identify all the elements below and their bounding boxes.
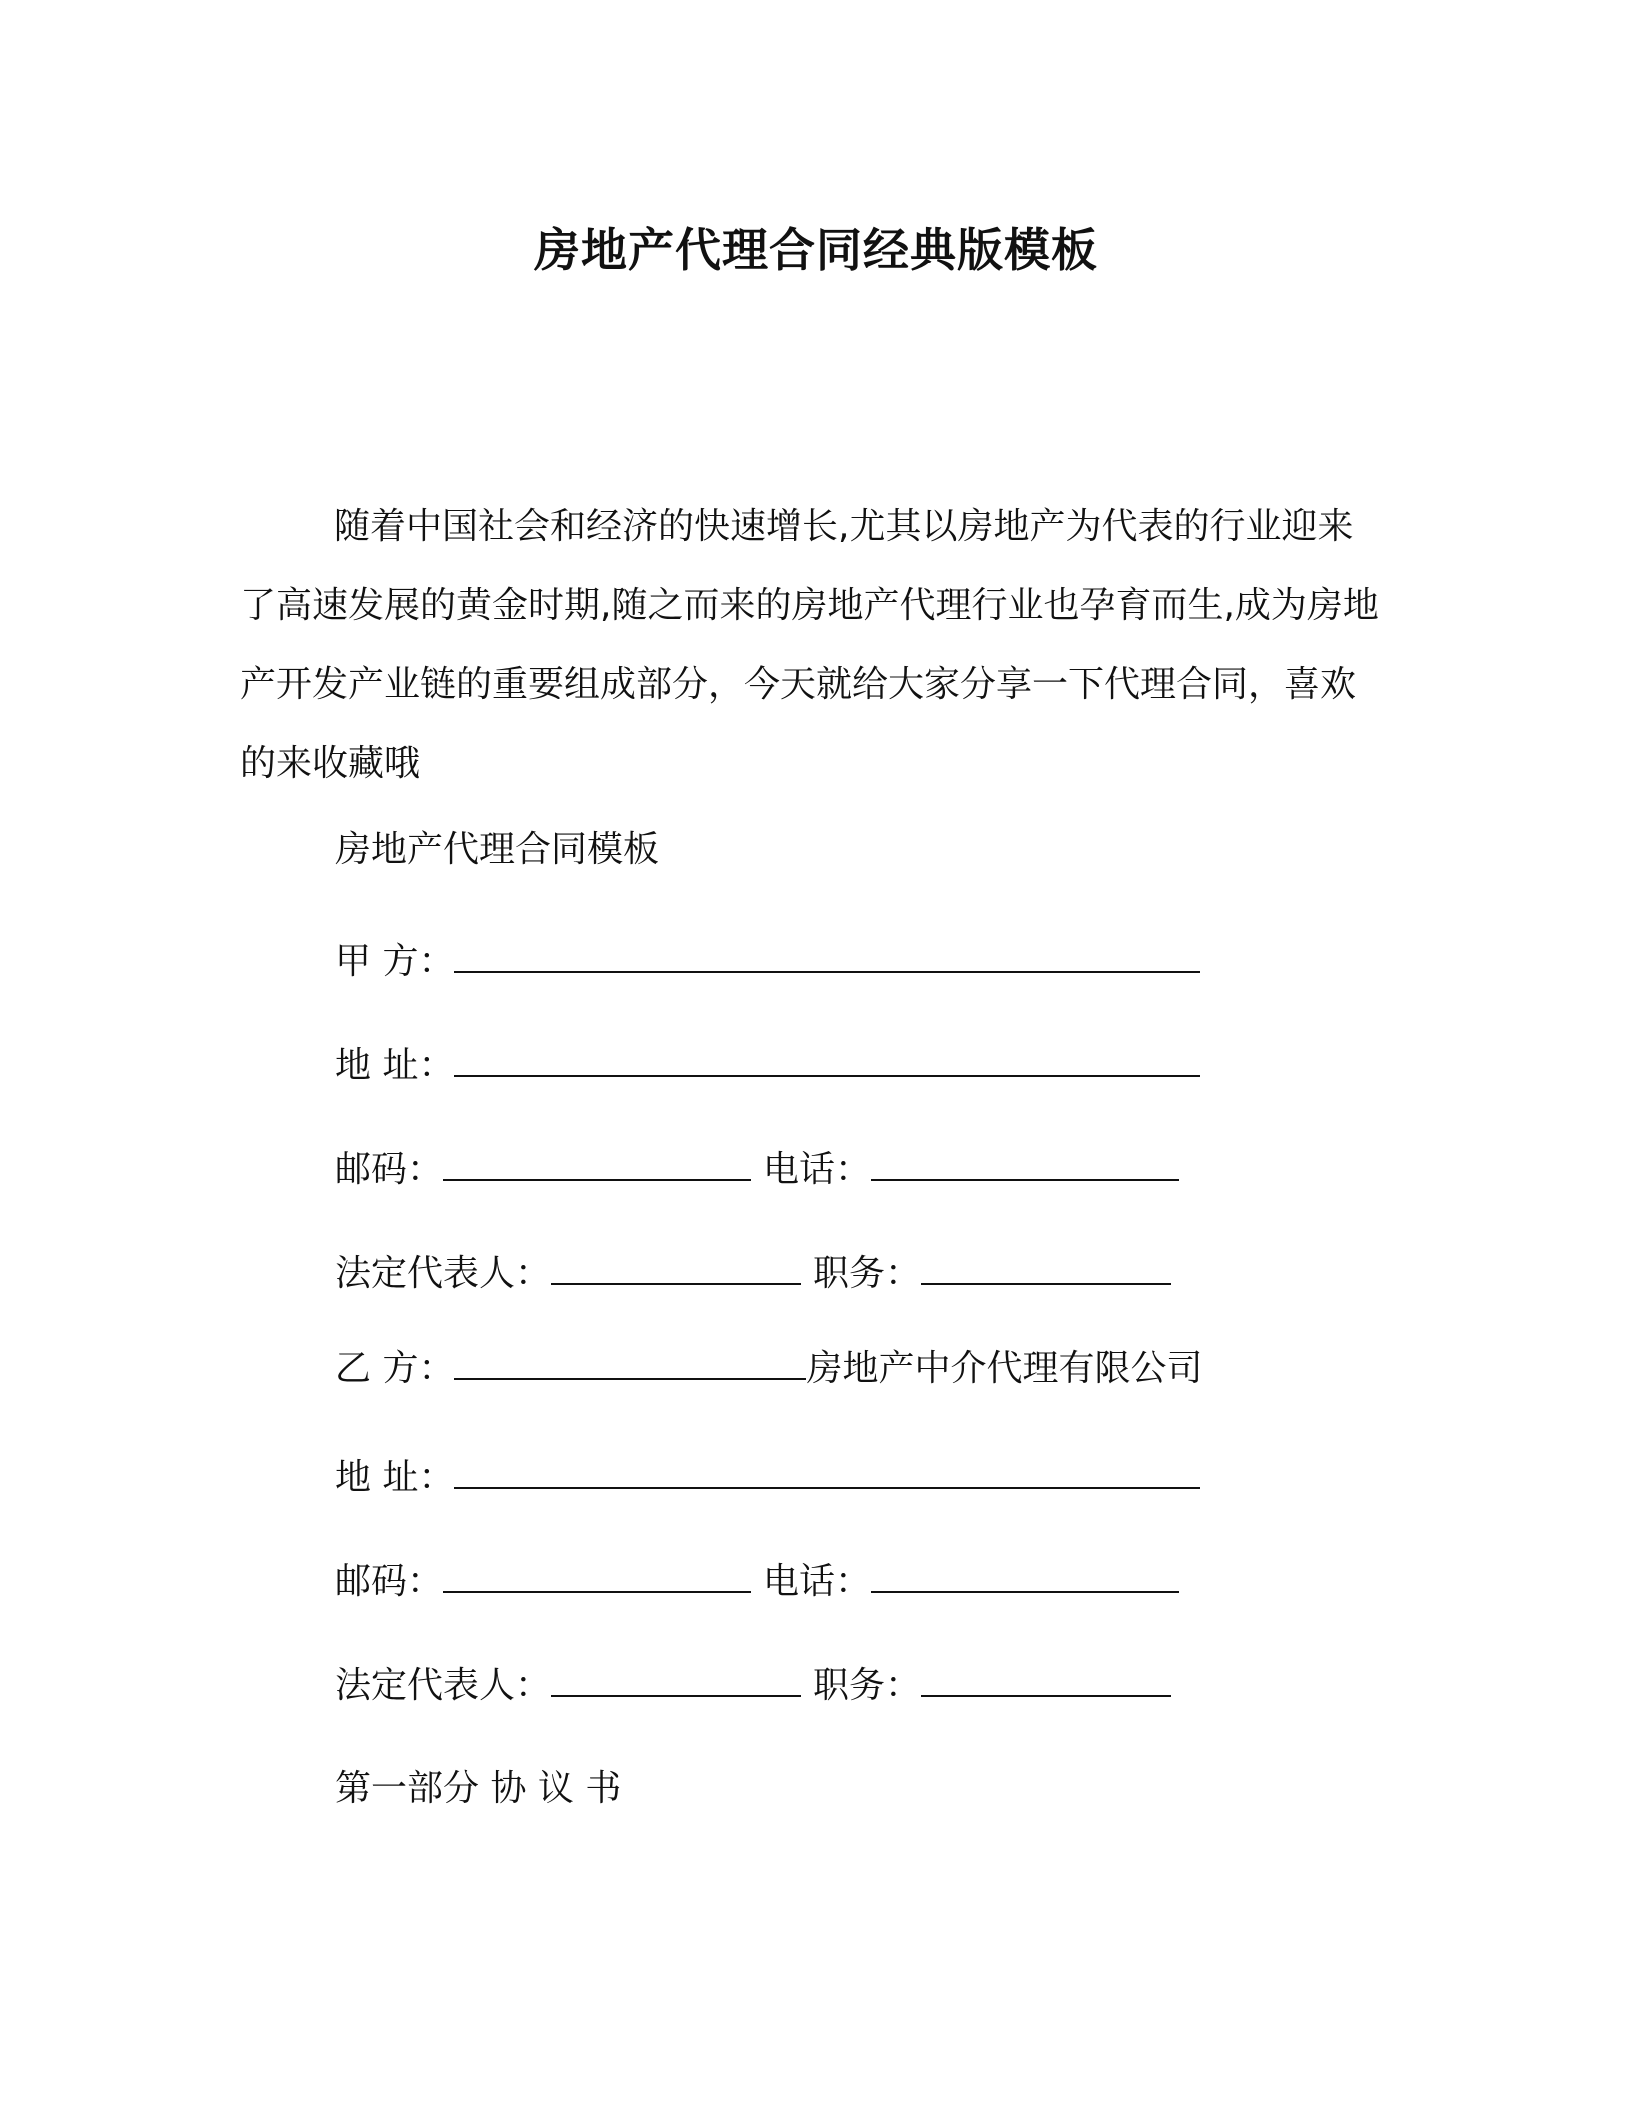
- party-a-phone-label: 电话：: [763, 1149, 872, 1190]
- intro-paragraph: [240, 487, 1380, 803]
- party-b-legal-rep-blank: [551, 1661, 801, 1697]
- party-a-legal-row: [335, 1249, 1171, 1299]
- party-a-address-row: [335, 1041, 1200, 1091]
- section-heading: 第一部分 协 议 书: [335, 1768, 622, 1809]
- party-a-name-row: [335, 937, 1200, 987]
- party-a-name-blank: [454, 937, 1200, 973]
- party-a-address-blank: [454, 1041, 1200, 1077]
- party-b-phone-blank: [871, 1557, 1179, 1593]
- party-b-address-label: 地 址：: [335, 1457, 455, 1498]
- party-a-phone-blank: [871, 1145, 1179, 1181]
- party-b-name-label: 乙 方：: [335, 1348, 455, 1389]
- party-a-address-label: 地 址：: [335, 1045, 455, 1086]
- party-a-contact-row: [335, 1145, 1179, 1195]
- party-b-name-blank: [454, 1344, 806, 1380]
- party-b-postcode-label: 邮码：: [335, 1561, 444, 1602]
- party-b-position-blank: [921, 1661, 1171, 1697]
- party-a-postcode-blank: [443, 1145, 751, 1181]
- party-a-name-label: 甲 方：: [335, 941, 455, 982]
- party-a-legal-rep-blank: [551, 1249, 801, 1285]
- intro-text: 随着中国社会和经济的快速增长,尤其以房地产为代表的行业迎来了高速发展的黄金时期,随之而来的房地产代理行业也孕育而生,成为房地产开发产业链的重要组成部分，今天就给大家分享一下代理合同，喜欢的来收藏哦: [240, 506, 1379, 784]
- party-a-postcode-label: 邮码：: [335, 1149, 444, 1190]
- party-b-legal-rep-label: 法定代表人：: [335, 1665, 552, 1706]
- party-b-name-row: [335, 1344, 1202, 1394]
- party-a-legal-rep-label: 法定代表人：: [335, 1253, 552, 1294]
- party-a-position-label: 职务：: [813, 1253, 922, 1294]
- party-b-postcode-blank: [443, 1557, 751, 1593]
- party-b-phone-label: 电话：: [763, 1561, 872, 1602]
- contract-subtitle: 房地产代理合同模板: [335, 829, 660, 870]
- party-b-legal-row: [335, 1661, 1171, 1711]
- party-b-address-row: [335, 1453, 1200, 1503]
- document-title: 房地产代理合同经典版模板: [534, 223, 1098, 277]
- party-b-contact-row: [335, 1557, 1179, 1607]
- party-b-position-label: 职务：: [813, 1665, 922, 1706]
- party-b-address-blank: [454, 1453, 1200, 1489]
- party-a-position-blank: [921, 1249, 1171, 1285]
- party-b-name-suffix: 房地产中介代理有限公司: [806, 1348, 1203, 1389]
